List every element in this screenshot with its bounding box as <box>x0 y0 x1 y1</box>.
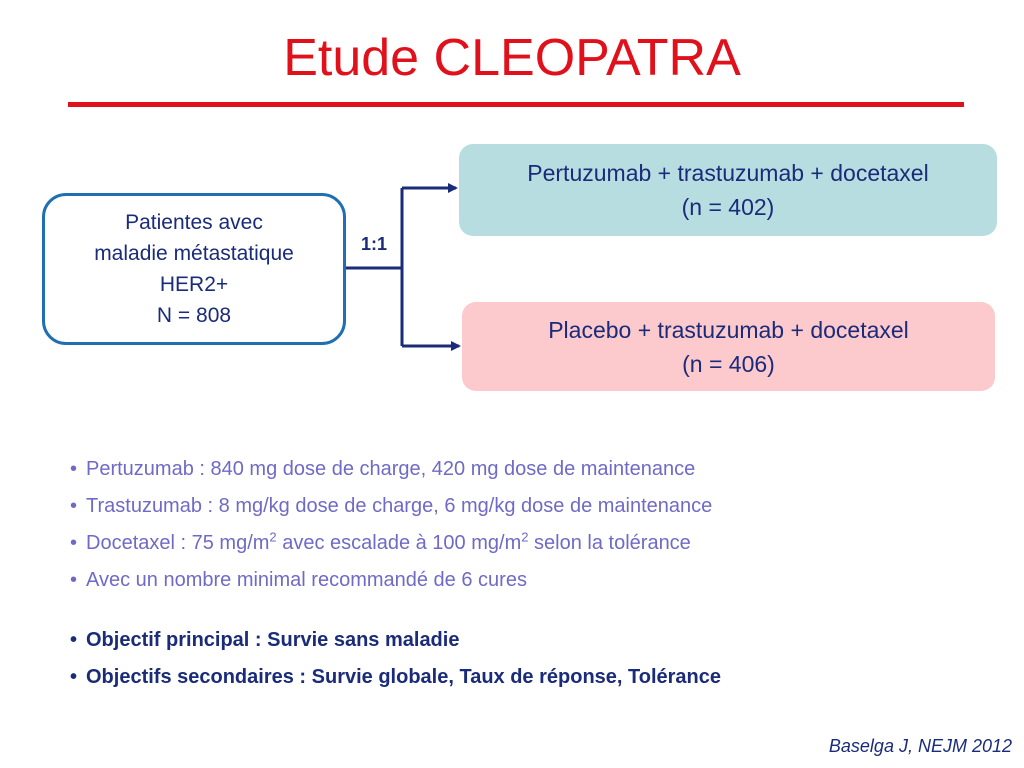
arm-pertuzumab <box>459 144 997 236</box>
secondary-objectives <box>70 659 970 696</box>
arm-placebo-label: Placebo + trastuzumab + docetaxel <box>548 316 909 343</box>
arm-pertuzumab-count: (n = 402) <box>681 194 775 220</box>
docetaxel-text-1: Docetaxel : 75 mg/m <box>86 532 270 554</box>
bullet-dot: • <box>70 569 78 591</box>
arm-pertuzumab-label: Pertuzumab + trastuzumab + docetaxel <box>527 160 929 186</box>
bullet-cycles <box>70 562 970 599</box>
patients-line-3: HER2+ <box>159 273 229 296</box>
bullet-docetaxel <box>70 525 970 562</box>
docetaxel-text-2: avec escalade à 100 mg/m <box>276 532 522 554</box>
bullet-text: Avec un nombre minimal recommandé de 6 cures <box>86 569 527 591</box>
secondary-objectives-text: Objectifs secondaires : Survie globale, Taux de réponse, Tolérance <box>86 666 722 688</box>
primary-objective <box>70 622 970 659</box>
bullet-dot: • <box>70 629 78 651</box>
randomization-ratio: 1:1 <box>360 234 387 254</box>
bullet-pertuzumab <box>70 451 970 488</box>
dosing-bullets <box>70 451 970 599</box>
arm-placebo-count: (n = 406) <box>682 350 775 377</box>
docetaxel-text-3: selon la tolérance <box>528 532 691 554</box>
bullet-dot: • <box>70 666 78 688</box>
superscript-2: 2 <box>521 529 529 545</box>
citation: Baselga J, NEJM 2012 <box>828 736 1012 756</box>
slide-title: Etude CLEOPATRA <box>283 29 741 87</box>
bullet-trastuzumab <box>70 488 970 525</box>
bullet-text <box>86 525 691 562</box>
bullet-text: Trastuzumab : 8 mg/kg dose de charge, 6 mg/kg dose de maintenance <box>86 495 713 517</box>
bullet-dot: • <box>70 458 78 480</box>
superscript-2: 2 <box>269 529 277 545</box>
arm-placebo <box>462 302 995 391</box>
patients-line-1: Patientes avec <box>125 211 263 234</box>
bullet-text: Pertuzumab : 840 mg dose de charge, 420 mg dose de maintenance <box>86 458 696 480</box>
bullet-dot: • <box>70 532 78 554</box>
patients-line-4: N = 808 <box>156 304 232 327</box>
primary-objective-text: Objectif principal : Survie sans maladie <box>86 629 460 651</box>
patients-line-2: maladie métastatique <box>94 242 294 265</box>
objectives-list <box>70 622 970 696</box>
bullet-dot: • <box>70 495 78 517</box>
